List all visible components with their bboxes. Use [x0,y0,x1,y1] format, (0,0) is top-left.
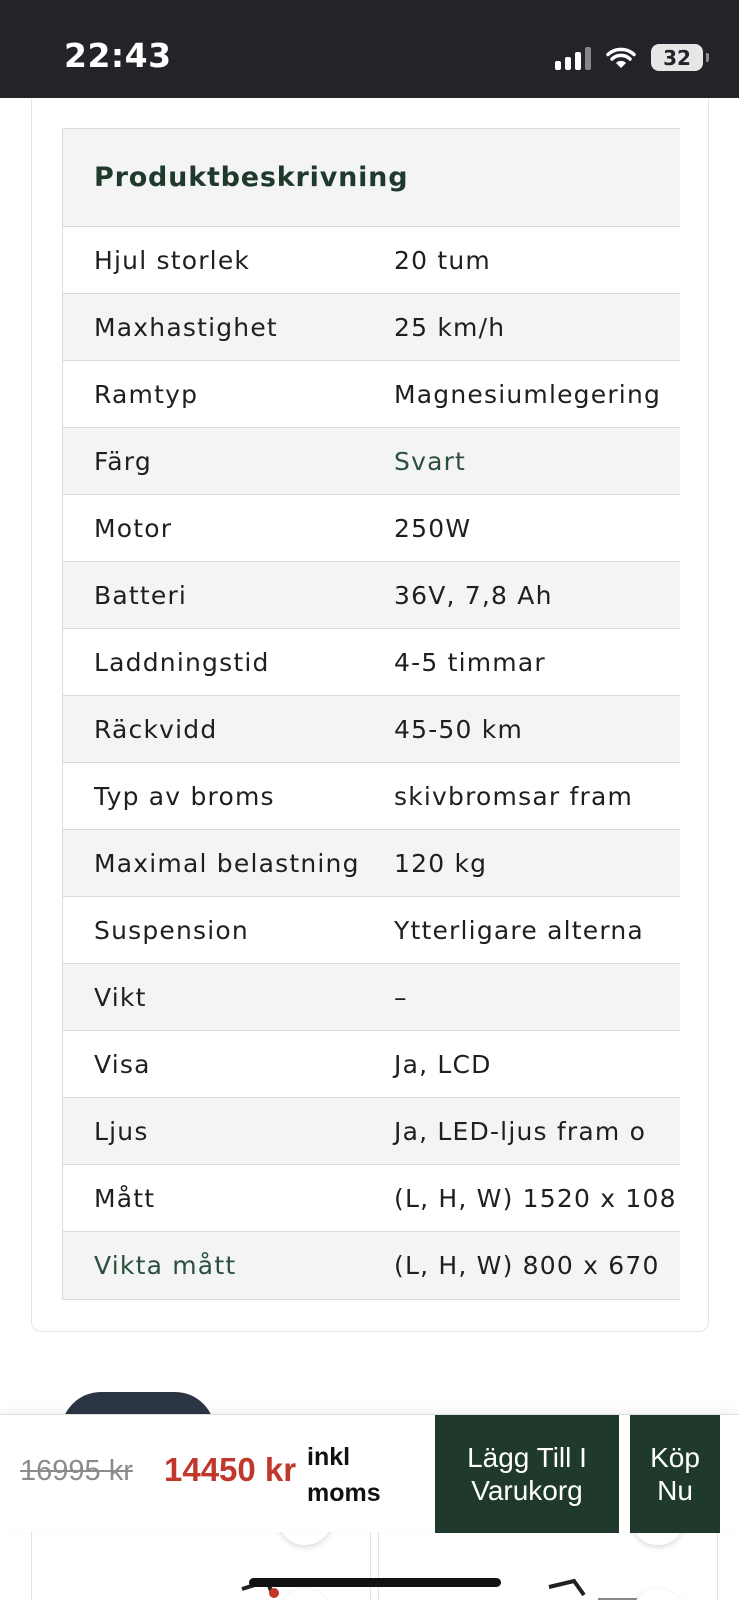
spec-label-link[interactable]: Vikta mått [94,1251,237,1280]
spec-table-heading [63,129,680,227]
spec-label: Maxhastighet [94,312,278,342]
add-to-cart-label: Lägg Till I [467,1442,587,1473]
spec-label: Ramtyp [94,379,199,409]
spec-label: Motor [94,513,173,543]
spec-row [63,294,680,361]
bike-image [92,1551,371,1600]
spec-value: 250W [394,513,472,543]
status-time: 22:43 [64,36,172,75]
spec-row [63,830,680,897]
battery-icon: 32 [651,44,703,71]
sticky-buy-bar [0,1414,739,1532]
spec-heading-text: Produktbeskrivning [94,162,409,193]
buy-now-button[interactable] [630,1415,720,1533]
spec-label: Hjul storlek [94,245,251,275]
signal-icon [555,46,591,70]
spec-row [63,562,680,629]
tax-note [307,1439,417,1511]
spec-label: Maximal belastning [94,848,360,878]
spec-value: – [394,982,408,1012]
spec-label: Typ av broms [94,781,275,811]
spec-value: 45-50 km [394,714,524,744]
spec-label: Suspension [94,915,249,945]
spec-row [63,1165,680,1232]
add-to-cart-button[interactable] [435,1415,619,1533]
status-icons [555,44,703,71]
spec-label: Visa [94,1049,151,1079]
spec-label: Ljus [94,1116,149,1146]
spec-value: 120 kg [394,848,488,878]
buy-now-label: Nu [657,1475,693,1506]
spec-label: Räckvidd [94,714,218,744]
spec-row [63,1098,680,1165]
spec-value: 4-5 timmar [394,647,546,677]
spec-label: Batteri [94,580,188,610]
spec-row [63,629,680,696]
spec-row [63,227,680,294]
spec-label: Färg [94,446,152,476]
spec-value: (L, H, W) 800 x 670 [394,1251,660,1280]
spec-value: Ja, LED-ljus fram o [394,1116,647,1146]
spec-value: (L, H, W) 1520 x 108 [394,1183,677,1213]
spec-row [63,361,680,428]
spec-row [63,964,680,1031]
spec-row [63,696,680,763]
spec-value: 36V, 7,8 Ah [394,580,553,610]
spec-row [63,428,680,495]
spec-value-link[interactable]: Svart [394,446,467,476]
status-bar [0,0,739,98]
home-indicator[interactable] [249,1578,501,1587]
spec-label: Vikt [94,982,147,1012]
product-spec-card [31,98,709,1332]
add-to-cart-label: Varukorg [471,1475,583,1506]
tax-note-line: moms [307,1479,381,1507]
spec-value: Magnesiumlegering [394,379,662,409]
spec-value: skivbromsar fram [394,781,634,811]
spec-row [63,763,680,830]
sale-price: 14450 kr [164,1451,297,1488]
old-price: 16995 kr [20,1455,133,1487]
spec-label: Laddningstid [94,647,270,677]
wifi-icon [605,46,637,70]
spec-value: 20 tum [394,245,491,275]
tax-note-line: inkl [307,1443,351,1471]
spec-row [63,495,680,562]
spec-table [62,128,680,1300]
spec-row [63,1232,680,1299]
spec-label: Mått [94,1183,156,1213]
spec-value: Ja, LCD [394,1049,492,1079]
spec-value: 25 km/h [394,312,506,342]
spec-value: Ytterligare alterna [394,915,644,945]
buy-now-label: Köp [650,1442,700,1473]
spec-row [63,1031,680,1098]
spec-row [63,897,680,964]
